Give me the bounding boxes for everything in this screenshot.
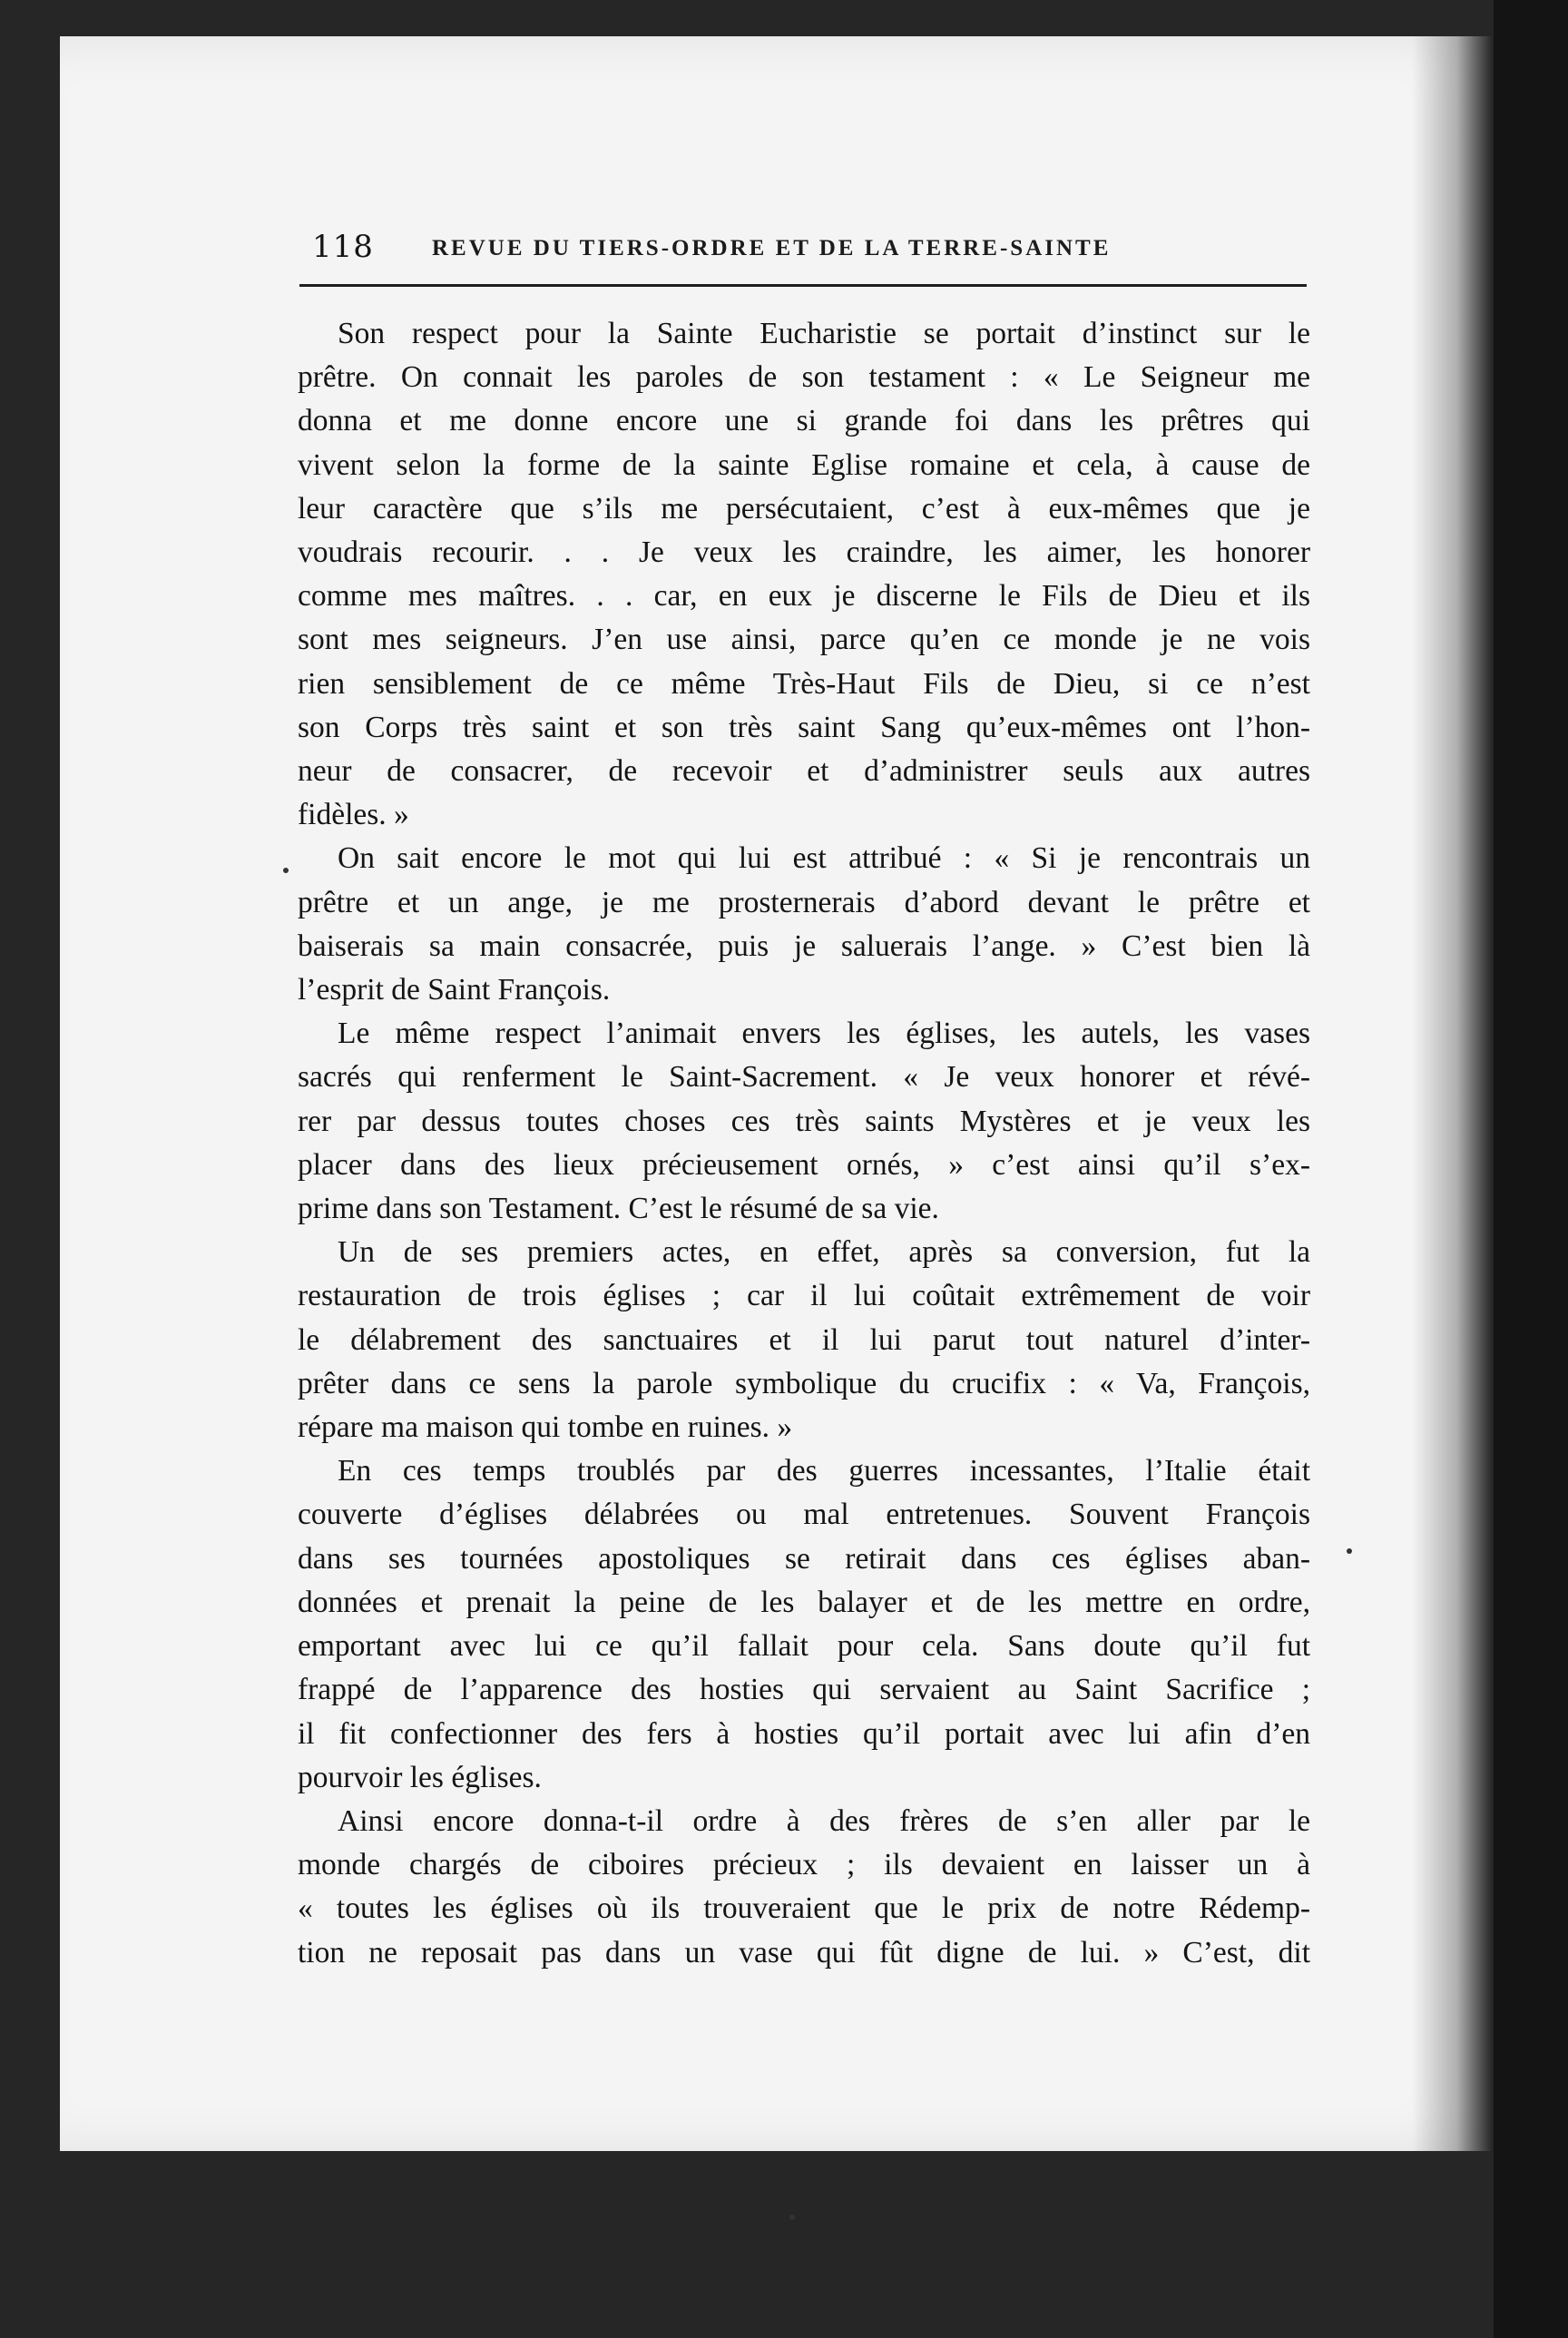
body-text xyxy=(298,312,1310,1975)
text-line: comme mes maîtres. . . car, en eux je discerne le Fils de Dieu et ils xyxy=(298,579,1310,614)
text-line: rer par dessus toutes choses ces très saints Mystères et je veux les xyxy=(298,1104,1310,1138)
paragraph xyxy=(298,1231,1310,1449)
text-line: emportant avec lui ce qu’il fallait pour cela. Sans doute qu’il fut xyxy=(298,1629,1310,1664)
text-line: leur caractère que s’ils me persécutaient, c’est à eux-mêmes que je xyxy=(298,491,1310,526)
text-line: le délabrement des sanctuaires et il lui parut tout naturel d’inter- xyxy=(298,1322,1310,1357)
scan-speck xyxy=(789,2215,795,2220)
text-line: pourvoir les églises. xyxy=(298,1760,542,1794)
paragraph xyxy=(298,1449,1310,1800)
text-line: On sait encore le mot qui lui est attribué : « Si je rencontrais un xyxy=(338,841,1310,876)
text-line: neur de consacrer, de recevoir et d’administrer seuls aux autres xyxy=(298,754,1310,789)
running-title: REVUE DU TIERS-ORDRE ET DE LA TERRE-SAINTE xyxy=(432,236,1112,260)
scan-speck xyxy=(283,868,289,873)
text-line: rien sensiblement de ce même Très-Haut Fils de Dieu, si ce n’est xyxy=(298,666,1310,701)
gutter-shadow xyxy=(1412,36,1494,2151)
paragraph xyxy=(298,1012,1310,1231)
paragraph xyxy=(298,312,1310,837)
text-line: En ces temps troublés par des guerres incessantes, l’Italie était xyxy=(338,1454,1310,1488)
scan-background-right xyxy=(1494,0,1568,2338)
text-line: prêtre et un ange, je me prosternerais d’abord devant le prêtre et xyxy=(298,885,1310,919)
text-line: Ainsi encore donna-t-il ordre à des frères de s’en aller par le xyxy=(338,1803,1310,1838)
paragraph xyxy=(298,837,1310,1012)
page-number: 118 xyxy=(312,229,374,265)
text-line: son Corps très saint et son très saint Sang qu’eux-mêmes ont l’hon- xyxy=(298,710,1310,744)
paragraph xyxy=(298,1800,1310,1975)
text-line: fidèles. » xyxy=(298,798,409,832)
page-header xyxy=(312,229,1310,274)
text-line: donna et me donne encore une si grande foi dans les prêtres qui xyxy=(298,404,1310,438)
text-line: dans ses tournées apostoliques se retirait dans ces églises aban- xyxy=(298,1541,1310,1576)
text-line: l’esprit de Saint François. xyxy=(298,973,611,1007)
text-line: voudrais recourir. . . Je veux les craindre, les aimer, les honorer xyxy=(298,535,1310,570)
text-line: prêter dans ce sens la parole symbolique du crucifix : « Va, François, xyxy=(298,1366,1310,1400)
text-line: il fit confectionner des fers à hosties qu’il portait avec lui afin d’en xyxy=(298,1716,1310,1751)
text-line: répare ma maison qui tombe en ruines. » xyxy=(298,1410,793,1445)
text-line: Son respect pour la Sainte Eucharistie se portait d’instinct sur le xyxy=(338,317,1310,350)
text-line: tion ne reposait pas dans un vase qui fût digne de lui. » C’est, dit xyxy=(298,1935,1310,1970)
text-line: Un de ses premiers actes, en effet, après sa conversion, fut la xyxy=(338,1235,1310,1270)
header-rule xyxy=(299,284,1307,287)
text-line: frappé de l’apparence des hosties qui servaient au Saint Sacrifice ; xyxy=(298,1673,1310,1707)
text-line: baiserais sa main consacrée, puis je saluerais l’ange. » C’est bien là xyxy=(298,928,1310,963)
text-line: « toutes les églises où ils trouveraient que le prix de notre Rédemp- xyxy=(298,1891,1310,1926)
text-line: prime dans son Testament. C’est le résumé de sa vie. xyxy=(298,1192,939,1226)
text-line: Le même respect l’animait envers les églises, les autels, les vases xyxy=(338,1017,1310,1051)
text-line: sont mes seigneurs. J’en use ainsi, parce qu’en ce monde je ne vois xyxy=(298,623,1310,657)
text-line: couverte d’églises délabrées ou mal entretenues. Souvent François xyxy=(298,1498,1310,1532)
text-line: prêtre. On connait les paroles de son testament : « Le Seigneur me xyxy=(298,360,1310,395)
text-line: vivent selon la forme de la sainte Eglise romaine et cela, à cause de xyxy=(298,447,1310,482)
text-line: monde chargés de ciboires précieux ; ils devaient en laisser un à xyxy=(298,1848,1310,1882)
text-line: données et prenait la peine de les balayer et de les mettre en ordre, xyxy=(298,1585,1310,1619)
text-line: restauration de trois églises ; car il lui coûtait extrêmement de voir xyxy=(298,1279,1310,1313)
scan-speck xyxy=(1347,1548,1352,1554)
text-line: placer dans des lieux précieusement ornés, » c’est ainsi qu’il s’ex- xyxy=(298,1147,1310,1182)
text-line: sacrés qui renferment le Saint-Sacrement. « Je veux honorer et révé- xyxy=(298,1060,1310,1095)
